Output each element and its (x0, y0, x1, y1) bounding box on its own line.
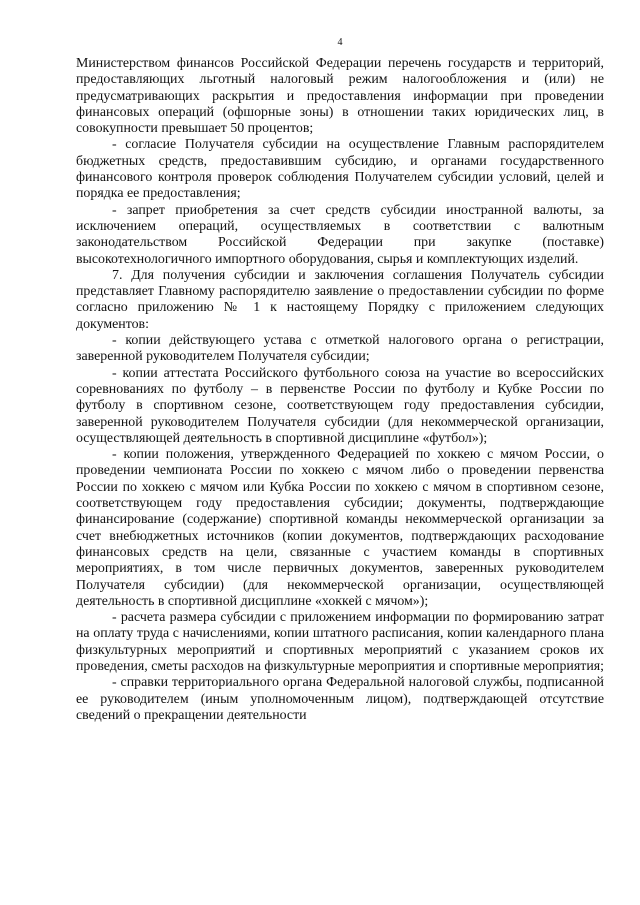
page-number: 4 (337, 37, 343, 48)
paragraph: - запрет приобретения за счет средств субсидии иностранной валюты, за исключением операций, осуществляемых в соответствии с валютным законодательством Российской Федерации при закупке (поставке) высокотехнологичного импортного оборудования, сырья и комплектующих изделий. (76, 202, 604, 267)
paragraph: - расчета размера субсидии с приложением информации по формированию затрат на оплату труда с начислениями, копии штатного расписания, копии календарного плана физкультурных мероприятий и спортивных мероприятий с указанием сроков их проведения, сметы расходов на физкультурные мероприятия и спортивные мероприятия; (76, 610, 605, 674)
paragraph: 7. Для получения субсидии и заключения соглашения Получатель субсидии представляет Главному распорядителю заявление о предоставлении субсидии по форме согласно приложению № 1 к настоящему Порядку с приложением следующих документов: (76, 267, 604, 332)
paragraph: - справки территориального органа Федеральной налоговой службы, подписанной ее руководителем (иным уполномоченным лицом), подтверждающей отсутствие сведений о прекращении деятельности (76, 675, 604, 723)
document-body (76, 56, 604, 724)
paragraph: - копии действующего устава с отметкой налогового органа о регистрации, заверенной руководителем Получателя субсидии; (76, 333, 604, 365)
paragraph: Министерством финансов Российской Федерации перечень государств и территорий, предоставляющих льготный налоговый режим налогообложения и (или) не предусматривающих раскрытия и предоставления информации при проведении финансовых операций (офшорные зоны) в отношении таких юридических лиц, в совокупности превышает 50 процентов; (76, 56, 604, 137)
paragraph: - копии положения, утвержденного Федерацией по хоккею с мячом России, о проведении чемпионата России по хоккею с мячом либо о проведении первенства России по хоккею с мячом или Кубка России по хоккею с мячом в спортивном сезоне, соответствующем году предоставления субсидии; документы, подтверждающие финансирование (содержание) спортивной команды некоммерческой организации за счет внебюджетных источников (копии документов, подтверждающих расходование финансовых средств на цели, связанные с участием команды в спортивных мероприятиях, в том числе первичных документов, заверенных руководителем Получателя субсидии) (для некоммерческой организации, осуществляющей деятельность в спортивной дисциплине «хоккей с мячом»); (76, 447, 604, 609)
paragraph: - согласие Получателя субсидии на осуществление Главным распорядителем бюджетных средств, предоставившим субсидию, и органами государственного финансового контроля проверок соблюдения Получателем субсидии условий, целей и порядка ее предоставления; (76, 137, 604, 202)
paragraph: - копии аттестата Российского футбольного союза на участие во всероссийских соревнованиях по футболу – в первенстве России по футболу и Кубке России по футболу в спортивном сезоне, соответствующем году предоставления субсидии, заверенной руководителем Получателя субсидии (для некоммерческой организации, осуществляющей деятельность в спортивной дисциплине «футбол»); (76, 365, 604, 446)
